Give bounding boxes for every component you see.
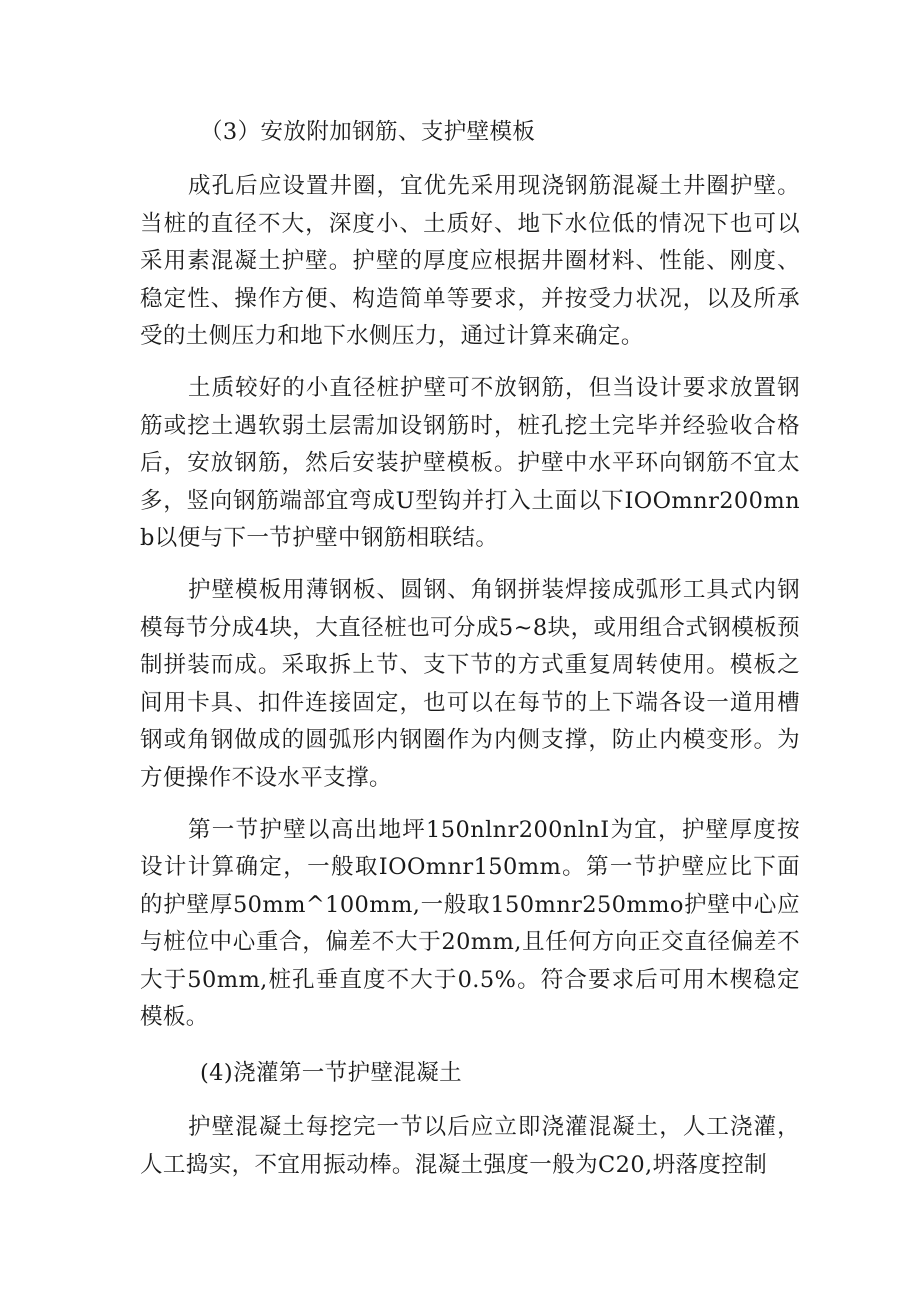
document-page: [140, 110, 800, 1198]
section-heading-4: (4)浇灌第一节护壁混凝土: [200, 1060, 463, 1087]
paragraph-concrete-pouring: 护壁混凝土每挖完一节以后应立即浇灌混凝土，人工浇灌，人工捣实，不宜用振动棒。混凝土强度一般为C20,坍落度控制: [140, 1114, 800, 1178]
paragraph-formwork: 护壁模板用薄钢板、圆钢、角钢拼装焊接成弧形工具式内钢模每节分成4块，大直径桩也可分成5~8块，或用组合式钢模板预制拼装而成。采取拆上节、支下节的方式重复周转使用。模板之间用卡具、扣件连接固定，也可以在每节的上下端各设一道用槽钢或角钢做成的圆弧形内钢圈作为内侧支撑，防止内模变形。为方便操作不设水平支撑。: [140, 576, 800, 791]
paragraph-well-ring: 成孔后应设置井圈，宜优先采用现浇钢筋混凝土井圈护壁。当桩的直径不大，深度小、土质好、地下水位低的情况下也可以采用素混凝土护壁。护壁的厚度应根据井圈材料、性能、刚度、稳定性、操作方便、构造简单等要求，并按受力状况，以及所承受的土侧压力和地下水侧压力，通过计算来确定。: [140, 173, 800, 350]
paragraph-reinforcement: 土质较好的小直径桩护壁可不放钢筋，但当设计要求放置钢筋或挖土遇软弱土层需加设钢筋时，桩孔挖土完毕并经验收合格后，安放钢筋，然后安装护壁模板。护壁中水平环向钢筋不宜太多，竖向钢筋端部宜弯成U型钩并打入土面以下IOOmnr200mnb以便与下一节护壁中钢筋相联结。: [140, 374, 800, 552]
section-heading-3: （3）安放附加钢筋、支护壁模板: [200, 119, 536, 145]
paragraph-first-section: 第一节护壁以高出地坪150nlnr200nlnI为宜，护壁厚度按设计计算确定，一般取IOOmnr150mm。第一节护壁应比下面的护壁厚50mm^100mm,一般取150mnr250mmo护壁中心应与桩位中心重合，偏差不大于20mm,且任何方向正交直径偏差不大于50mm,桩孔垂直度不大于0.5%。符合要求后可用木楔稳定模板。: [140, 816, 800, 1031]
